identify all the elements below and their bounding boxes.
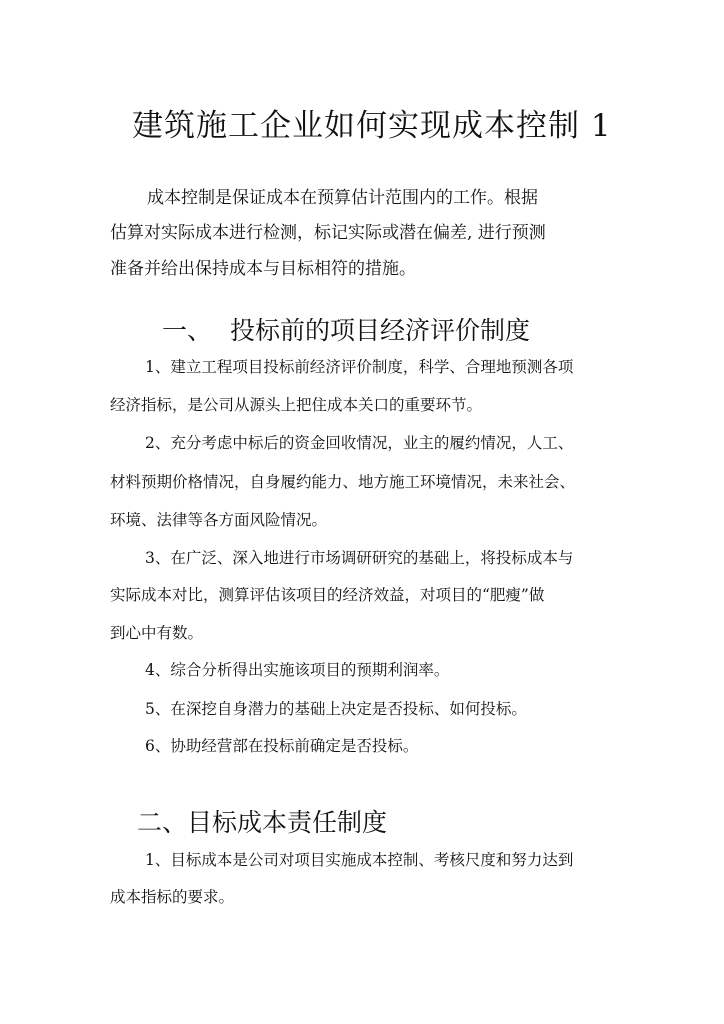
s1-item2-line2: 材料预期价格情况，自身履约能力、地方施工环境情况，未来社会、 — [110, 473, 576, 491]
s1-item4: 4、综合分析得出实施该项目的预期利润率。 — [145, 661, 450, 679]
s1-item3-line3: 到心中有数。 — [110, 624, 204, 642]
section1-heading-number: 一、 — [162, 316, 213, 345]
s1-item1-line2: 经济指标，是公司从源头上把住成本关口的重要环节。 — [110, 396, 483, 414]
s1-item6: 6、协助经营部在投标前确定是否投标。 — [145, 737, 419, 755]
s2-item1-line2: 成本指标的要求。 — [110, 888, 235, 906]
s1-item1-line1: 1、建立工程项目投标前经济评价制度，科学、合理地预测各项 — [145, 358, 574, 376]
s1-item5: 5、在深挖自身潜力的基础上决定是否投标、如何投标。 — [145, 700, 527, 718]
section2-heading: 二、目标成本责任制度 — [137, 808, 388, 837]
intro-line-2: 估算对实际成本进行检测，标记实际或潜在偏差, 进行预测 — [110, 223, 546, 243]
document-title: 建筑施工企业如何实现成本控制 1 — [132, 108, 612, 144]
section1-heading: 投标前的项目经济评价制度 — [230, 316, 531, 345]
intro-line-3: 准备并给出保持成本与目标相符的措施。 — [110, 259, 416, 279]
s1-item3-line1: 3、在广泛、深入地进行市场调研研究的基础上，将投标成本与 — [145, 549, 574, 567]
s1-item2-line1: 2、充分考虑中标后的资金回收情况，业主的履约情况，人工、 — [145, 434, 574, 452]
intro-line-1: 成本控制是保证成本在预算估计范围内的工作。根据 — [147, 188, 538, 208]
s2-item1-line1: 1、目标成本是公司对项目实施成本控制、考核尺度和努力达到 — [145, 851, 574, 869]
s1-item3-line2: 实际成本对比，测算评估该项目的经济效益，对项目的“肥瘦”做 — [110, 586, 545, 604]
s1-item2-line3: 环境、法律等各方面风险情况。 — [110, 511, 328, 529]
